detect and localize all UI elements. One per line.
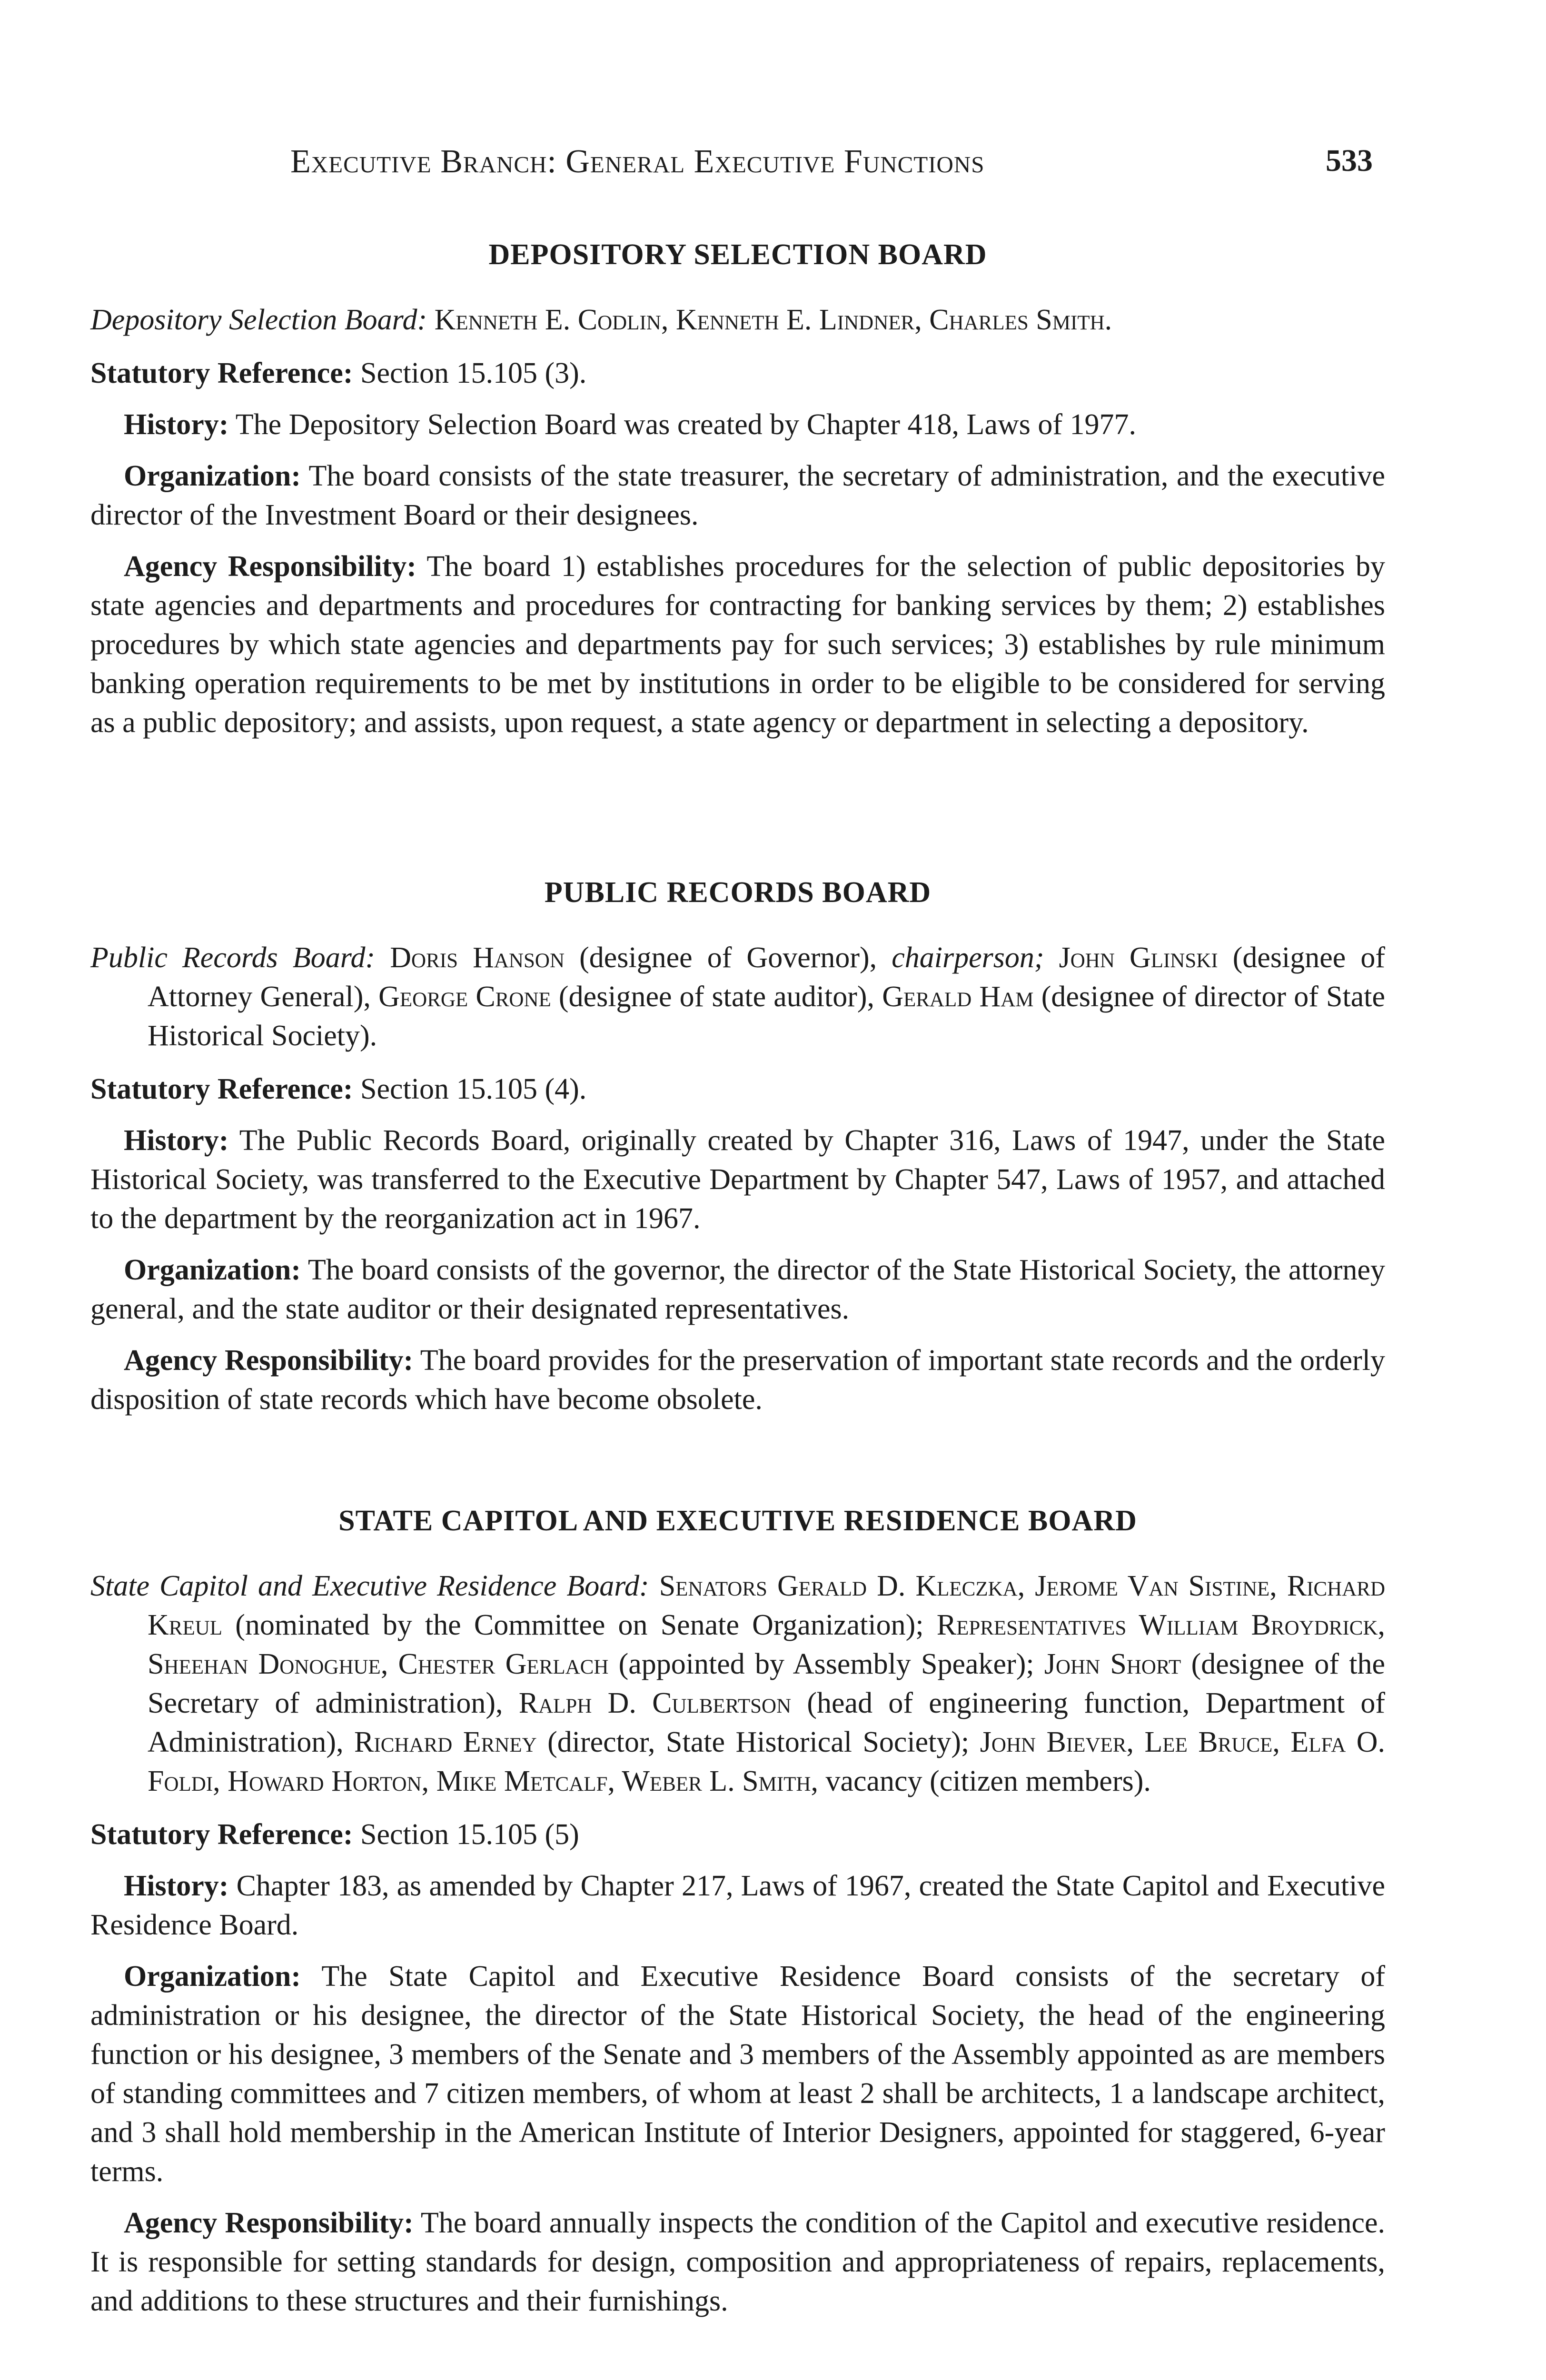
responsibility-label: Agency Responsibility: — [124, 1344, 414, 1377]
organization — [90, 1957, 1385, 2191]
member-name: Gerald Ham — [882, 981, 1034, 1013]
agency-responsibility — [90, 1341, 1385, 1419]
members-names: Kenneth E. Codlin, Kenneth E. Lindner, Charles Smith. — [434, 304, 1112, 336]
section-title: STATE CAPITOL AND EXECUTIVE RESIDENCE BOARD — [338, 1505, 1137, 1537]
organization-text: The State Capitol and Executive Residence Board consists of the secretary of administration or his designee, the director of the State Historical Society, the head of the engineering function or his designee, 3 members of the Senate and 3 members of the Assembly appointed as are members of standing committees and 7 citizen members, of whom at least 2 shall be architects, 1 a landscape architect, and 3 shall hold membership in the American Institute of Interior Designers, appointed for staggered, 6-year terms. — [90, 1960, 1386, 2188]
organization-label: Organization: — [124, 460, 301, 492]
responsibility-text: The board annually inspects the condition of the Capitol and executive residence. It is responsible for setting standards for design, composition and appropriateness of repairs, replacements, and additions to these structures and their furnishings. — [90, 2207, 1385, 2317]
member-name: Senators Gerald D. Kleczka, Jerome Van Sistine, Richard Kreul — [148, 1570, 1386, 1641]
responsibility-label: Agency Responsibility: — [124, 550, 416, 583]
section-title: DEPOSITORY SELECTION BOARD — [488, 238, 987, 271]
agency-responsibility — [90, 2203, 1385, 2320]
member-role: (director, State Historical Society); — [536, 1726, 980, 1758]
organization-text: The board consists of the state treasurer, the secretary of administration, and the executive director of the Investment Board or their designees. — [90, 460, 1385, 531]
statutory-label: Statutory Reference: — [90, 1818, 353, 1851]
organization-label: Organization: — [124, 1960, 301, 1993]
responsibility-text: The board provides for the preservation of important state records and the orderly disposition of state records which have become obsolete. — [90, 1344, 1385, 1416]
history-label: History: — [124, 1870, 229, 1902]
statutory-reference — [90, 354, 1385, 393]
member-name: Ralph D. Culbertson — [518, 1687, 792, 1719]
statutory-text: Section 15.105 (3). — [360, 357, 587, 389]
member-role: (appointed by Assembly Speaker); — [608, 1648, 1044, 1680]
member-role: (designee of Governor), — [565, 942, 892, 974]
member-role: (designee of the Secretary of administration), — [148, 1648, 1385, 1719]
history-label: History: — [124, 1124, 229, 1157]
history-text: The Depository Selection Board was created by Chapter 418, Laws of 1977. — [235, 408, 1136, 441]
members-label: State Capitol and Executive Residence Board: — [90, 1570, 649, 1602]
member-name: John Short — [1044, 1648, 1181, 1680]
member-role: (designee of Attorney General), — [148, 942, 1385, 1013]
statutory-reference — [90, 1070, 1385, 1109]
section-title: PUBLIC RECORDS BOARD — [544, 876, 932, 909]
page-number: 533 — [1326, 143, 1373, 178]
section-public-records-board — [90, 876, 1385, 1431]
board-members — [90, 938, 1385, 1055]
board-members — [90, 300, 1385, 339]
organization — [90, 1250, 1385, 1329]
member-role: vacancy (citizen members). — [818, 1765, 1151, 1797]
organization-label: Organization: — [124, 1254, 301, 1286]
statutory-text: Section 15.105 (4). — [360, 1073, 587, 1105]
organization-text: The board consists of the governor, the director of the State Historical Society, the attorney general, and the state auditor or their designated representatives. — [90, 1254, 1385, 1325]
responsibility-text: The board 1) establishes procedures for the selection of public depositories by state agencies and departments and procedures for contracting for banking services by them; 2) establishes procedures by which state agencies and departments pay for such services; 3) establishes by rule minimum banking operation requirements to be met by institutions in order to be eligible to be considered for serving as a public depository; and assists, upon request, a state agency or department in selecting a depository. — [90, 550, 1385, 739]
member-name: Representatives William Broydrick, Sheehan Donoghue, Chester Gerlach — [148, 1609, 1385, 1680]
member-name: John Biever, Lee Bruce, Elfa O. Foldi, Howard Horton, Mike Metcalf, Weber L. Smith, — [148, 1726, 1385, 1797]
history — [90, 1121, 1385, 1238]
member-role: (nominated by the Committee on Senate Organization); — [222, 1609, 937, 1641]
statutory-reference — [90, 1815, 1385, 1854]
organization — [90, 456, 1385, 535]
member-name: Richard Erney — [354, 1726, 537, 1758]
history-text: The Public Records Board, originally created by Chapter 316, Laws of 1947, under the State Historical Society, was transferred to the Executive Department by Chapter 547, Laws of 1957, and attached to the department by the reorganization act in 1967. — [90, 1124, 1385, 1235]
history — [90, 1866, 1385, 1944]
history-label: History: — [124, 408, 229, 441]
member-role: (designee of state auditor), — [551, 981, 882, 1013]
history-text: Chapter 183, as amended by Chapter 217, Laws of 1967, created the State Capitol and Executive Residence Board. — [90, 1870, 1386, 1941]
member-role: (designee of director of State Historical Society). — [148, 981, 1385, 1052]
members-label: Depository Selection Board: — [90, 304, 427, 336]
members-label: Public Records Board: — [90, 942, 376, 974]
member-role: (head of engineering function, Department of Administration), — [148, 1687, 1385, 1758]
running-head: Executive Branch: General Executive Functions — [290, 143, 985, 180]
section-depository-selection-board — [90, 238, 1385, 754]
agency-responsibility — [90, 547, 1385, 742]
member-name: George Crone — [378, 981, 551, 1013]
board-members — [90, 1567, 1385, 1801]
member-name: John Glinski — [1044, 942, 1218, 974]
statutory-text: Section 15.105 (5) — [360, 1818, 579, 1851]
history — [90, 405, 1385, 444]
member-name: Doris Hanson — [390, 942, 565, 974]
statutory-label: Statutory Reference: — [90, 357, 353, 389]
section-state-capitol-board — [90, 1504, 1385, 2333]
statutory-label: Statutory Reference: — [90, 1073, 353, 1105]
member-chair: chairperson; — [892, 942, 1044, 974]
responsibility-label: Agency Responsibility: — [124, 2207, 414, 2239]
